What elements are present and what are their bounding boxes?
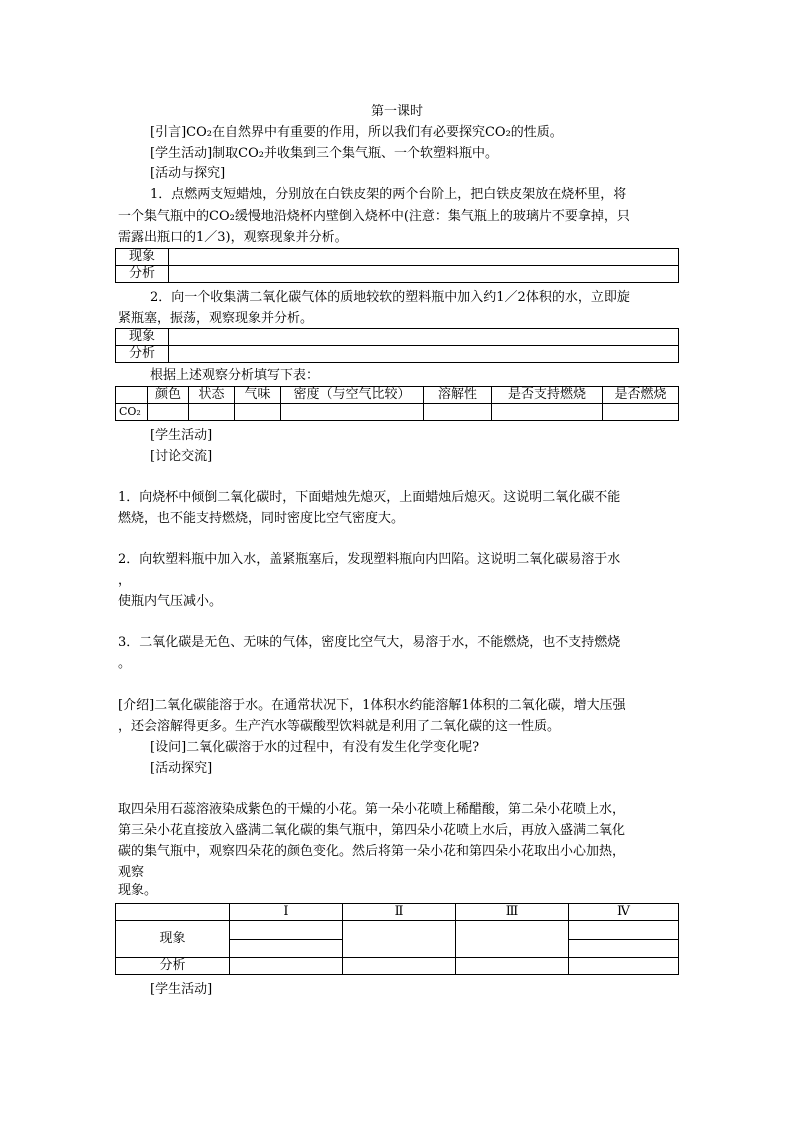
table-header-row [116,387,679,404]
header-cell: 是否支持燃烧 [492,387,603,404]
header-cell: 状态 [189,387,235,404]
answer-cell[interactable] [603,404,679,421]
answer-cell[interactable] [169,266,679,283]
introduce-line2: ，还会溶解得更多。生产汽水等碳酸型饮料就是利用了二氧化碳的这一性质。 [118,719,561,734]
answer-cell[interactable] [343,921,456,958]
answer-cell[interactable] [230,921,343,940]
point3-line1: 3．二氧化碳是无色、无味的气体，密度比空气大，易溶于水，不能燃烧，也不支持燃烧 [118,635,621,650]
answer-cell[interactable] [456,958,569,975]
header-cell: 溶解性 [424,387,492,404]
flower-experiment-table [115,903,679,975]
point3-line2: 。 [118,656,132,671]
answer-cell[interactable] [230,958,343,975]
student-activity-1: [学生活动]制取CO₂并收集到三个集气瓶、一个软塑料瓶中。 [150,146,498,161]
header-cell: 气味 [235,387,281,404]
answer-cell[interactable] [569,939,679,958]
answer-cell[interactable] [492,404,603,421]
answer-cell[interactable] [169,249,679,266]
row-label-analysis: 分析 [116,346,169,363]
activity-explore-heading-1: [活动与探究] [150,166,226,181]
table-row [116,404,679,421]
row-label-analysis: 分析 [116,958,230,975]
answer-cell[interactable] [569,921,679,940]
answer-cell[interactable] [189,404,235,421]
point1-line2: 燃烧，也不能支持燃烧，同时密度比空气密度大。 [118,511,405,526]
row-label-observe: 现象 [116,921,230,958]
header-cell: Ⅰ [230,904,343,921]
answer-cell[interactable] [456,921,569,958]
fill-table-prompt: 根据上述观察分析填写下表： [150,368,320,383]
intro-text: [引言]CO₂在自然界中有重要的作用，所以我们有必要探究CO₂的性质。 [150,125,563,140]
student-activity-3: [学生活动] [150,982,213,997]
step1-line3: 需露出瓶口的1／3)，观察现象并分析。 [118,230,348,245]
point2-line3: 使瓶内气压减小。 [118,594,223,609]
header-cell: 密度（与空气比较） [281,387,424,404]
discussion-heading: [讨论交流] [150,449,213,464]
answer-cell[interactable] [169,346,679,363]
header-cell: Ⅳ [569,904,679,921]
student-activity-2: [学生活动] [150,428,213,443]
point2-line2: ， [118,573,132,588]
answer-cell[interactable] [343,958,456,975]
row-label-analysis: 分析 [116,266,169,283]
flowers-line1: 取四朵用石蕊溶液染成紫色的干燥的小花。第一朵小花喷上稀醋酸，第二朵小花喷上水， [118,802,626,817]
step2-line1: 2．向一个收集满二氧化碳气体的质地较软的塑料瓶中加入约1／2体积的水，立即旋 [150,290,630,305]
header-cell [116,387,148,404]
co2-properties-table [115,386,679,421]
header-cell: 是否燃烧 [603,387,679,404]
observation-table-2 [115,328,679,363]
answer-cell[interactable] [281,404,424,421]
step2-line2: 紧瓶塞，振荡，观察现象并分析。 [118,311,314,326]
header-cell: 颜色 [148,387,189,404]
header-cell [116,904,230,921]
answer-cell[interactable] [230,939,343,958]
answer-cell[interactable] [169,329,679,346]
step1-line1: 1．点燃两支短蜡烛，分别放在白铁皮架的两个台阶上，把白铁皮架放在烧杯里，将 [150,187,627,202]
row-label-co2: CO₂ [116,404,148,421]
answer-cell[interactable] [235,404,281,421]
flowers-line4: 观察 [118,865,145,880]
point1-line1: 1．向烧杯中倾倒二氧化碳时，下面蜡烛先熄灭，上面蜡烛后熄灭。这说明二氧化碳不能 [118,490,621,505]
flowers-line2: 第三朵小花直接放入盛满二氧化碳的集气瓶中，第四朵小花喷上水后，再放入盛满二氧化 [118,823,626,838]
answer-cell[interactable] [148,404,189,421]
flowers-line5: 现象。 [118,883,158,898]
answer-cell[interactable] [424,404,492,421]
introduce-line1: [介绍]二氧化碳能溶于水。在通常状况下，1体积水约能溶解1体积的二氧化碳，增大压强 [118,698,626,713]
step1-line2: 一个集气瓶中的CO₂缓慢地沿烧杯内壁倒入烧杯中(注意：集气瓶上的玻璃片不要拿掉，只 [118,209,630,224]
row-label-observe: 现象 [116,329,169,346]
flowers-line3: 碳的集气瓶中，观察四朵花的颜色变化。然后将第一朵小花和第四朵小花取出小心加热， [118,844,626,859]
header-cell: Ⅱ [343,904,456,921]
question-text: [设问]二氧化碳溶于水的过程中，有没有发生化学变化呢? [150,740,480,755]
row-label-observe: 现象 [116,249,169,266]
observation-table-1 [115,248,679,283]
header-cell: Ⅲ [456,904,569,921]
point2-line1: 2．向软塑料瓶中加入水，盖紧瓶塞后，发现塑料瓶向内凹陷。这说明二氧化碳易溶于水 [118,552,621,567]
activity-explore-heading-2: [活动探究] [150,761,213,776]
answer-cell[interactable] [569,958,679,975]
table-header-row [116,904,679,921]
page-title: 第一课时 [370,104,423,119]
